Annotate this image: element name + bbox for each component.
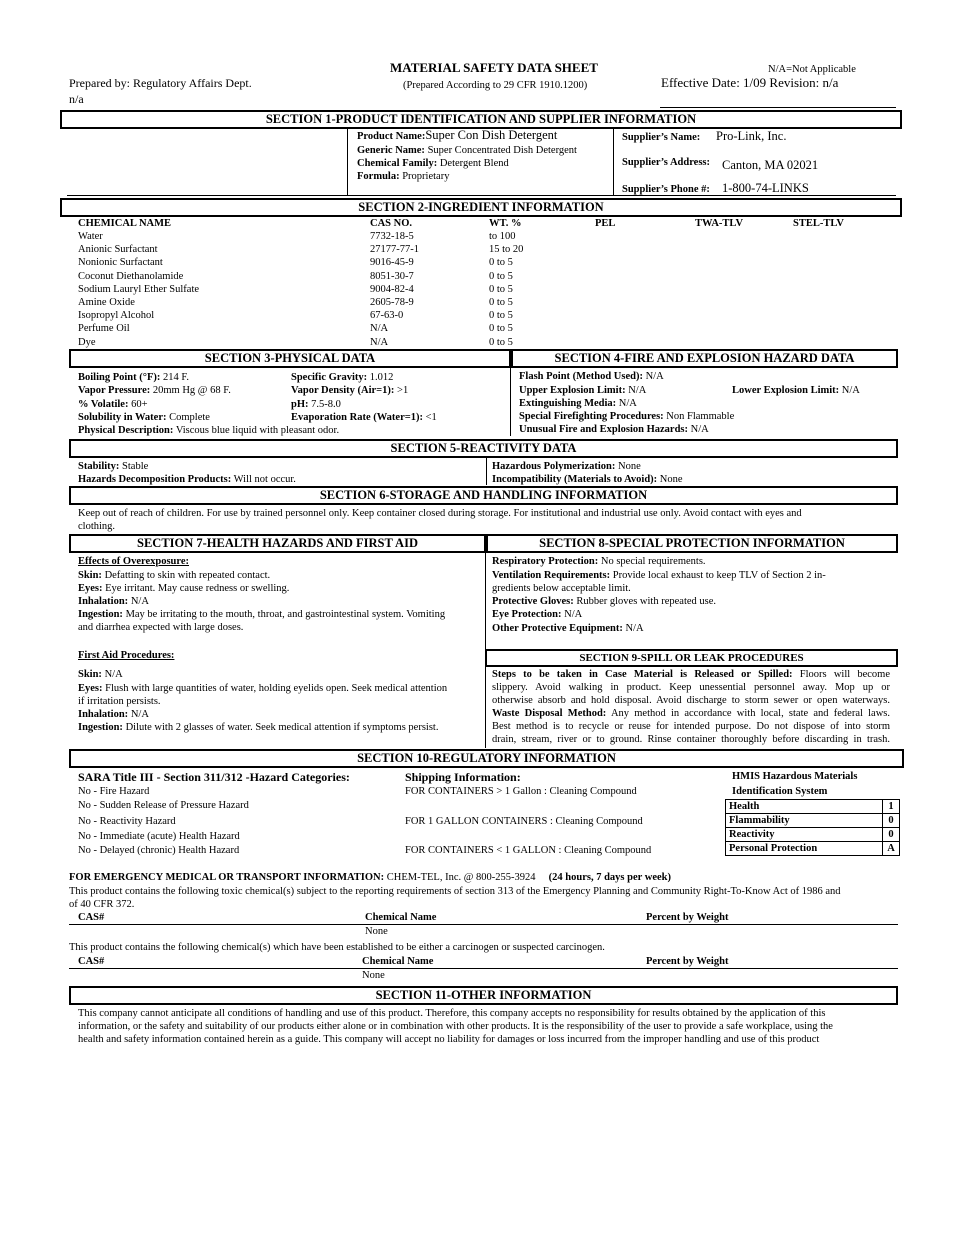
section-10-header: SECTION 10-REGULATORY INFORMATION [69, 749, 904, 768]
ingredient-wt: to 100 [489, 231, 516, 242]
ingredient-name: Dye [78, 336, 96, 348]
eyes-label: Eyes: [78, 583, 103, 594]
ingredient-cas: 7732-18-5 [370, 231, 414, 242]
section-8-header: SECTION 8-SPECIAL PROTECTION INFORMATION [486, 534, 898, 553]
ingredient-name: Water [78, 231, 103, 242]
section-1-divider [613, 129, 614, 196]
ingestion-effect-cont: and diarrhea expected with large doses. [78, 622, 244, 633]
col-twa-tlv: TWA-TLV [695, 218, 744, 229]
gloves-label: Protective Gloves: [492, 596, 574, 607]
document-subtitle: (Prepared According to 29 CFR 1910.1200) [403, 80, 588, 91]
flash-point: N/A [645, 371, 664, 382]
section-5-header: SECTION 5-REACTIVITY DATA [69, 439, 898, 458]
ingredient-cas: N/A [370, 336, 389, 348]
chemical-family: Detergent Blend [439, 158, 509, 169]
hmis-value: 0 [883, 828, 900, 842]
ph: 7.5-8.0 [311, 399, 341, 410]
product-name: Super Con Dish Detergent [425, 128, 558, 142]
storage-text-line: clothing. [78, 521, 116, 532]
col-percent: Percent by Weight [646, 956, 729, 967]
col-stel-tlv: STEL-TLV [793, 218, 844, 229]
fa-eyes: Flush with large quantities of water, holding eyelids open. Seek medical attention [105, 683, 448, 694]
ingestion-effect: May be irritating to the mouth, throat, and gastrointestinal system. Vomiting [125, 609, 446, 620]
eyes-effect: Eye irritant. May cause redness or swelling. [105, 583, 290, 594]
prepared-by: Prepared by: Regulatory Affairs Dept. [69, 76, 252, 90]
decomposition-label: Hazards Decomposition Products: [78, 474, 232, 485]
col-percent: Percent by Weight [646, 912, 729, 923]
toxic-statement: This product contains the following toxic chemical(s) subject to the reporting requirements of section 313 of the Emergency Planning and Community Right-To-Know Act of 1986 and [69, 886, 841, 897]
volatile-label: % Volatile: [78, 399, 129, 410]
volatile: 60+ [131, 399, 148, 410]
hmis-value: 0 [883, 814, 900, 828]
supplier-name-label: Supplier’s Name: [622, 132, 701, 143]
polymerization: None [617, 461, 641, 472]
lower-limit-label: Lower Explosion Limit: [732, 385, 840, 396]
hmis-row [726, 828, 900, 842]
emergency-hours: (24 hours, 7 days per week) [548, 872, 671, 883]
vapor-pressure-label: Vapor Pressure: [78, 385, 151, 396]
fa-eyes-cont: if irritation persists. [78, 696, 161, 707]
sara-item: No - Fire Hazard [78, 786, 150, 797]
spill-steps-text: slippery. Avoid walking in product. Keep unessential personnel away. Mop up or [492, 682, 890, 693]
hmis-table [725, 799, 900, 856]
storage-text-line: Keep out of reach of children. For use by trained personnel only. Keep container closed during storage. For institutional and industrial use only. Avoid contact with eyes and [78, 508, 802, 519]
toxic-none: None [365, 926, 388, 937]
ingredient-cas: 8051-30-7 [370, 270, 414, 282]
col-pel: PEL [595, 218, 616, 229]
supplier-phone: 1-800-74-LINKS [722, 181, 809, 195]
ingredient-wt: 0 to 5 [489, 310, 513, 322]
disclaimer-line: This company cannot anticipate all conditions of handling and use of this product. Therefore, this company accepts no responsibility for results obtained by the application of this [78, 1008, 826, 1019]
ingredient-cas: 2605-78-9 [370, 297, 414, 308]
ingredient-cas: N/A [370, 323, 389, 335]
flash-point-label: Flash Point (Method Used): [519, 371, 643, 382]
generic-name: Super Concentrated Dish Detergent [427, 145, 577, 156]
shipping-line: FOR 1 GALLON CONTAINERS : Cleaning Compound [405, 816, 643, 827]
inhalation-label: Inhalation: [78, 596, 129, 607]
section-7-header: SECTION 7-HEALTH HAZARDS AND FIRST AID [69, 534, 486, 553]
solubility-label: Solubility in Water: [78, 412, 167, 423]
effective-date: Effective Date: 1/09 Revision: n/a [661, 75, 839, 90]
sara-item: No - Reactivity Hazard [78, 816, 176, 827]
respiratory-label: Respiratory Protection: [492, 556, 599, 567]
shipping-heading: Shipping Information: [405, 770, 521, 784]
section-11-header: SECTION 11-OTHER INFORMATION [69, 986, 898, 1005]
skin-label: Skin: [78, 570, 102, 581]
eye-protection: N/A [564, 609, 583, 620]
fa-inhalation: N/A [130, 709, 149, 720]
stability: Stable [122, 461, 149, 472]
eye-protection-label: Eye Protection: [492, 609, 562, 620]
waste-disposal-text: drain, stream, river or to ground. Rinse container thoroughly before discarding in trash. [492, 734, 890, 745]
hmis-row [726, 842, 900, 856]
ingredient-name: Perfume Oil [78, 323, 130, 335]
section-5-divider [486, 458, 487, 485]
unusual-hazards: N/A [690, 424, 709, 435]
formula-label: Formula: [357, 171, 400, 182]
document-title: MATERIAL SAFETY DATA SHEET [390, 60, 598, 75]
hmis-label: Health [726, 800, 883, 814]
hmis-row [726, 800, 900, 814]
evaporation-label: Evaporation Rate (Water=1): [291, 412, 423, 423]
supplier-phone-label: Supplier’s Phone #: [622, 184, 710, 195]
physical-description-label: Physical Description: [78, 425, 174, 436]
section-2-header: SECTION 2-INGREDIENT INFORMATION [60, 198, 902, 217]
carcinogen-statement: This product contains the following chemical(s) which have been established to be either a carcinogen or suspected carcinogen. [69, 942, 605, 953]
ingredient-name: Isopropyl Alcohol [78, 310, 155, 322]
sara-item: No - Delayed (chronic) Health Hazard [78, 845, 240, 856]
stability-label: Stability: [78, 461, 120, 472]
ingredient-name: Anionic Surfactant [78, 244, 158, 256]
solubility: Complete [169, 412, 210, 423]
upper-limit-label: Upper Explosion Limit: [519, 385, 626, 396]
fa-skin-label: Skin: [78, 669, 102, 680]
emergency-contact: CHEM-TEL, Inc. @ 800-255-3924 [386, 872, 536, 883]
spill-steps [492, 668, 890, 746]
ingredient-wt: 0 to 5 [489, 283, 513, 295]
specific-gravity-label: Specific Gravity: [291, 372, 368, 383]
hmis-heading: HMIS Hazardous Materials [732, 771, 858, 782]
col-chemical-name: Chemical Name [362, 956, 434, 967]
section-3-4-divider [510, 368, 511, 436]
supplier-name: Pro-Link, Inc. [716, 129, 787, 143]
waste-disposal-label: Waste Disposal Method: [492, 708, 607, 719]
ingredient-wt: 0 to 5 [489, 270, 513, 282]
shipping-line: FOR CONTAINERS < 1 GALLON : Cleaning Compound [405, 845, 652, 856]
ingredient-name: Nonionic Surfactant [78, 257, 163, 269]
ingredient-cas: 9004-82-4 [370, 283, 414, 295]
col-cas-no: CAS NO. [370, 218, 413, 229]
table-rule [69, 968, 898, 969]
ingredient-name: Coconut Diethanolamide [78, 270, 184, 282]
prepared-na: n/a [69, 92, 84, 106]
decomposition: Will not occur. [233, 474, 296, 485]
sara-item: No - Immediate (acute) Health Hazard [78, 831, 240, 842]
other-equipment: N/A [625, 623, 644, 634]
supplier-address: Canton, MA 02021 [722, 158, 819, 172]
incompatibility-label: Incompatibility (Materials to Avoid): [492, 474, 658, 485]
fa-eyes-label: Eyes: [78, 683, 103, 694]
vapor-density-label: Vapor Density (Air=1): [291, 385, 395, 396]
effects-heading: Effects of Overexposure: [78, 556, 189, 567]
hmis-value: 1 [883, 800, 900, 814]
section-6-header: SECTION 6-STORAGE AND HANDLING INFORMATION [69, 486, 898, 505]
product-name-label: Product Name: [357, 131, 426, 142]
carcinogen-none: None [362, 970, 385, 981]
section-4-header: SECTION 4-FIRE AND EXPLOSION HAZARD DATA [511, 349, 898, 368]
physical-description: Viscous blue liquid with pleasant odor. [175, 425, 340, 436]
other-equipment-label: Other Protective Equipment: [492, 623, 623, 634]
gloves: Rubber gloves with repeated use. [576, 596, 717, 607]
toxic-statement-cont: of 40 CFR 372. [69, 899, 135, 910]
col-cas: CAS# [78, 912, 105, 923]
ingredient-cas: 9016-45-9 [370, 257, 414, 269]
section-9-header: SECTION 9-SPILL OR LEAK PROCEDURES [485, 649, 898, 667]
incompatibility: None [659, 474, 683, 485]
col-chemical-name: CHEMICAL NAME [78, 218, 172, 229]
disclaimer-line: information, or the safety and suitability of our products either alone or in combination with other products. It is the responsibility of the user to provide a safe workplace, using the [78, 1021, 833, 1032]
section-1-header: SECTION 1-PRODUCT IDENTIFICATION AND SUPPLIER INFORMATION [60, 110, 902, 129]
polymerization-label: Hazardous Polymerization: [492, 461, 616, 472]
skin-effect: Defatting to skin with repeated contact. [104, 570, 271, 581]
specific-gravity: 1.012 [369, 372, 394, 383]
ingestion-label: Ingestion: [78, 609, 123, 620]
respiratory: No special requirements. [600, 556, 706, 567]
ingredient-name: Amine Oxide [78, 297, 135, 308]
spill-steps-text: Floors will become [799, 669, 891, 680]
col-chemical-name: Chemical Name [365, 912, 437, 923]
hmis-value: A [883, 842, 900, 856]
table-rule [69, 924, 898, 925]
lower-limit: N/A [841, 385, 860, 396]
ph-label: pH: [291, 399, 309, 410]
hmis-label: Personal Protection [726, 842, 883, 856]
ingredient-name: Sodium Lauryl Ether Sulfate [78, 283, 200, 295]
special-procedures-label: Special Firefighting Procedures: [519, 411, 664, 422]
ingredient-wt: 0 to 5 [489, 297, 513, 308]
generic-name-label: Generic Name: [357, 145, 425, 156]
ingredient-wt: 0 to 5 [489, 257, 513, 269]
ingredient-cas: 27177-77-1 [370, 244, 419, 256]
special-procedures: Non Flammable [666, 411, 735, 422]
col-wt-pct: WT. % [489, 218, 522, 229]
section-1-divider [347, 129, 348, 196]
fa-skin: N/A [104, 669, 123, 680]
hmis-label: Reactivity [726, 828, 883, 842]
ventilation-label: Ventilation Requirements: [492, 570, 611, 581]
ingredient-wt: 0 to 5 [489, 336, 513, 348]
waste-disposal-text: Best method is to recycle or reuse for intended purpose. Do not dispose of into storm [492, 721, 890, 732]
spill-steps-text: otherwise absorb and hold disposal. Avoid discharge to storm sewer or open waterways. [492, 695, 890, 706]
inhalation-effect: N/A [130, 596, 149, 607]
col-cas: CAS# [78, 956, 105, 967]
upper-limit: N/A [628, 385, 647, 396]
chemical-family-label: Chemical Family: [357, 158, 438, 169]
boiling-point: 214 F. [163, 372, 189, 383]
supplier-address-label: Supplier’s Address: [622, 157, 711, 168]
boiling-label: Boiling Point (°F): [78, 372, 161, 383]
extinguishing-label: Extinguishing Media: [519, 398, 617, 409]
extinguishing-media: N/A [618, 398, 637, 409]
unusual-hazards-label: Unusual Fire and Explosion Hazards: [519, 424, 689, 435]
fa-inhalation-label: Inhalation: [78, 709, 129, 720]
shipping-line: FOR CONTAINERS > 1 Gallon : Cleaning Compound [405, 786, 637, 797]
formula: Proprietary [402, 171, 450, 182]
vapor-pressure: 20mm Hg @ 68 F. [152, 385, 231, 396]
ventilation-cont: gredients below acceptable limit. [492, 583, 631, 594]
vapor-density: >1 [397, 385, 409, 396]
na-note: N/A=Not Applicable [768, 64, 856, 75]
disclaimer-line: health and safety information contained herein as a guide. This company will accept no liability for damages or loss incurred from the improper handling and use of this product [78, 1034, 820, 1045]
hmis-row [726, 814, 900, 828]
hmis-label: Flammability [726, 814, 883, 828]
waste-disposal-text: Any method in accordance with local, state and federal laws. [610, 708, 890, 719]
ventilation: Provide local exhaust to keep TLV of Section 2 in- [612, 570, 826, 581]
header-rule [660, 107, 896, 108]
fa-ingestion: Dilute with 2 glasses of water. Seek medical attention if symptoms persist. [125, 722, 439, 733]
emergency-label: FOR EMERGENCY MEDICAL OR TRANSPORT INFORMATION: [69, 872, 385, 883]
spill-steps-label: Steps to be taken in Case Material is Released or Spilled: [492, 669, 793, 680]
sara-item: No - Sudden Release of Pressure Hazard [78, 800, 249, 811]
ingredient-wt: 15 to 20 [489, 244, 524, 256]
hmis-heading: Identification System [732, 786, 828, 797]
ingredient-cas: 67-63-0 [370, 310, 404, 322]
section-1-bottom-rule [67, 195, 896, 196]
sara-heading: SARA Title III - Section 311/312 -Hazard Categories: [78, 770, 350, 784]
fa-ingestion-label: Ingestion: [78, 722, 123, 733]
evaporation-rate: <1 [425, 412, 437, 423]
first-aid-heading: First Aid Procedures: [78, 650, 175, 661]
section-3-header: SECTION 3-PHYSICAL DATA [69, 349, 511, 368]
ingredient-wt: 0 to 5 [489, 323, 513, 335]
